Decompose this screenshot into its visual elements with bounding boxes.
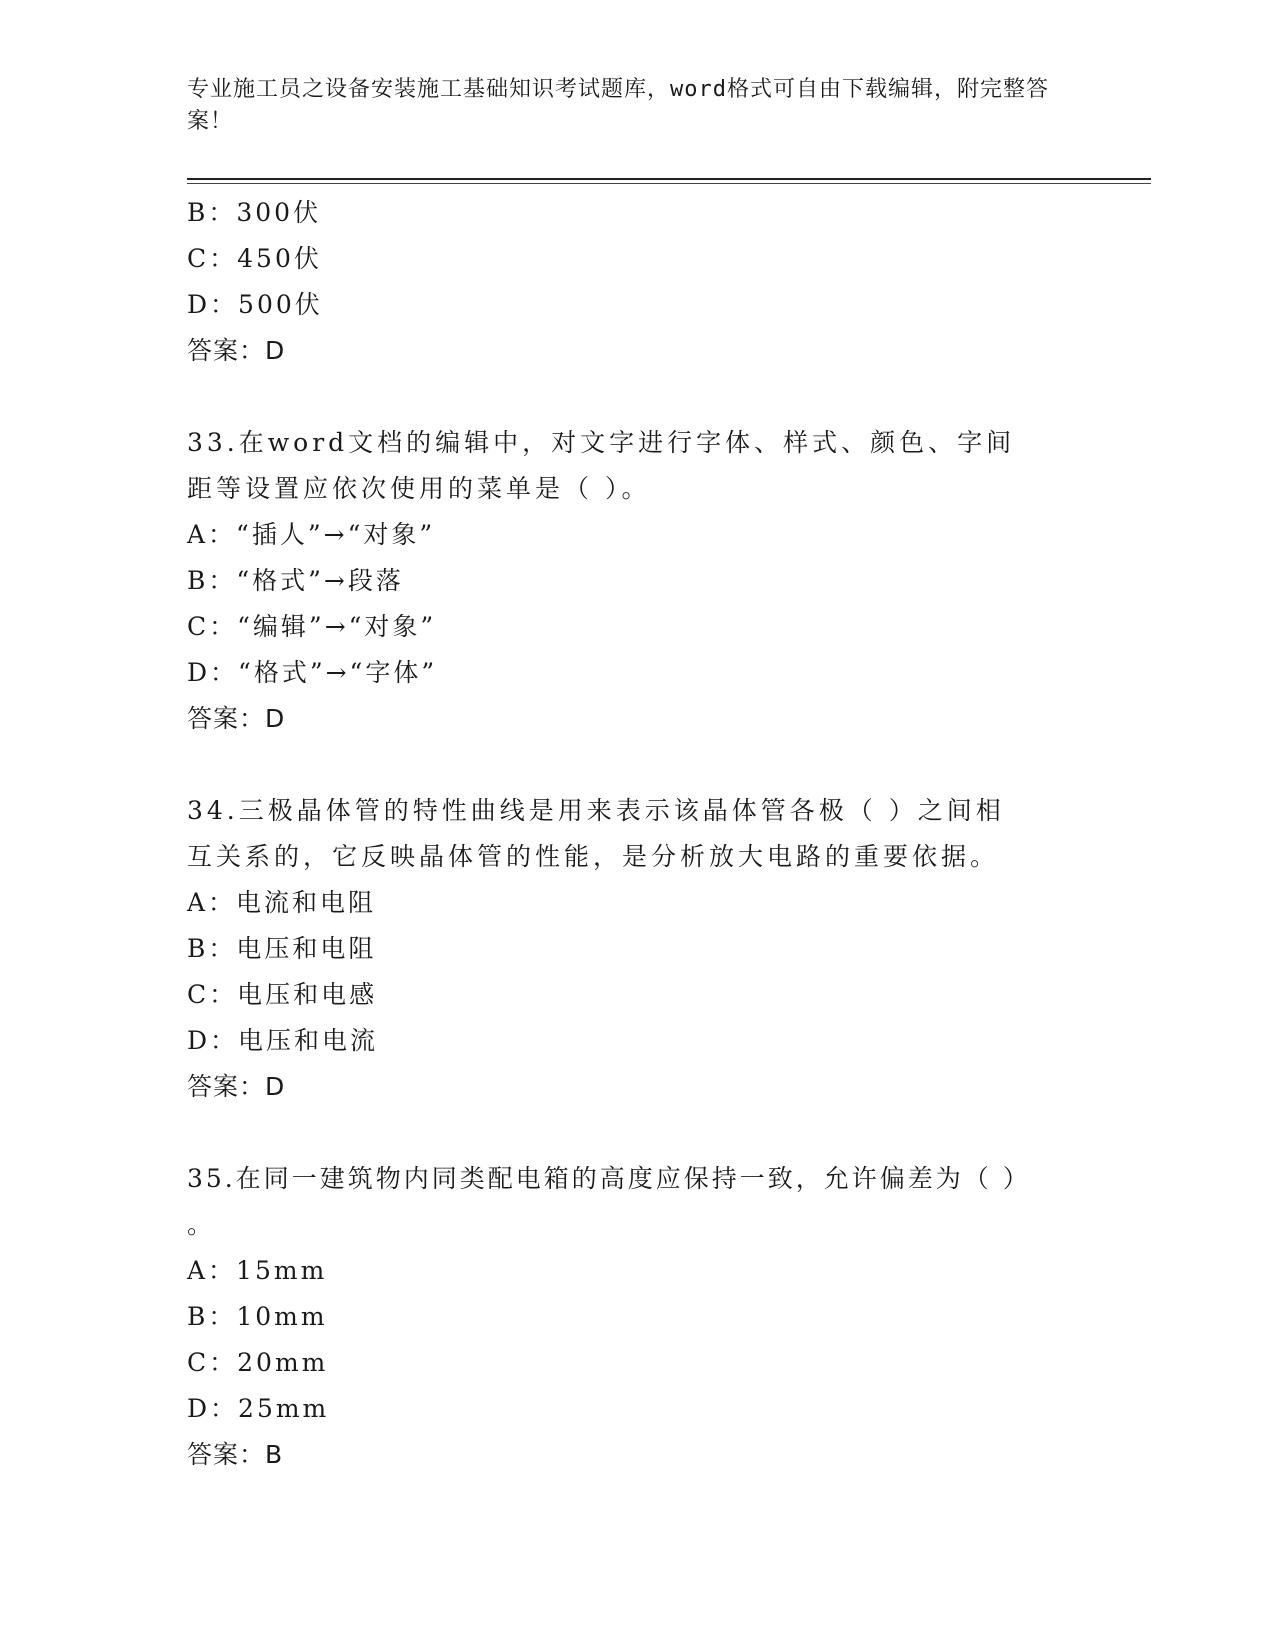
option-c: C：20mm xyxy=(187,1348,329,1377)
option-b: B：300伏 xyxy=(187,198,322,227)
spacer xyxy=(187,742,1087,788)
answer: 答案：D xyxy=(187,336,286,365)
answer: 答案：D xyxy=(187,704,286,733)
question-stem-34: 34.三极晶体管的特性曲线是用来表示该晶体管各极（ ）之间相互关系的，它反映晶体管的性能，是分析放大电路的重要依据。 xyxy=(187,796,1005,871)
option-d: D：电压和电流 xyxy=(187,1026,379,1055)
option-a: A：“插人”→“对象” xyxy=(187,520,436,549)
option-c: C：电压和电感 xyxy=(187,980,378,1009)
option-c: C：“编辑”→“对象” xyxy=(187,612,437,641)
answer: 答案：B xyxy=(187,1440,284,1469)
question-stem-33: 33.在word文档的编辑中，对文字进行字体、样式、颜色、字间距等设置应依次使用的菜单是（ ）。 xyxy=(187,428,1016,503)
option-d: D：500伏 xyxy=(187,290,323,319)
option-d: D：25mm xyxy=(187,1394,330,1423)
document-header: 专业施工员之设备安装施工基础知识考试题库，word格式可自由下载编辑，附完整答案！ xyxy=(187,77,1049,134)
option-b: B：电压和电阻 xyxy=(187,934,377,963)
option-a: A：电流和电阻 xyxy=(187,888,377,917)
option-c: C：450伏 xyxy=(187,244,322,273)
option-b: B：10mm xyxy=(187,1302,328,1331)
question-stem-35-line2: 。 xyxy=(187,1210,216,1239)
answer: 答案：D xyxy=(187,1072,286,1101)
header-rule-thin xyxy=(187,183,1151,184)
question-stem-35-line1: 35.在同一建筑物内同类配电箱的高度应保持一致，允许偏差为（ ） xyxy=(187,1164,1031,1193)
header-rule-thick xyxy=(187,178,1151,180)
option-a: A：15mm xyxy=(187,1256,328,1285)
spacer xyxy=(187,374,1087,420)
option-d: D：“格式”→“字体” xyxy=(187,658,438,687)
option-b: B：“格式”→段落 xyxy=(187,566,404,595)
document-body xyxy=(187,190,1087,1478)
spacer xyxy=(187,1110,1087,1156)
